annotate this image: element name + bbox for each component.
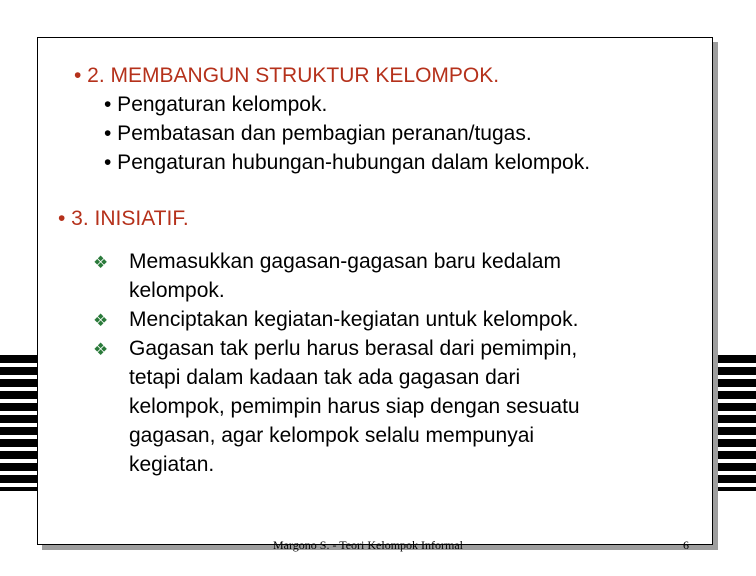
section-3-item-line: kegiatan. [129, 453, 215, 476]
diamond-bullet-icon: ❖ [93, 311, 109, 330]
section-3-item-line: kelompok. [129, 279, 225, 302]
section-2-item: • Pengaturan hubungan-hubungan dalam kelompok. [104, 151, 591, 174]
section-3-item-line: tetapi dalam kadaan tak ada gagasan dari [129, 366, 521, 389]
section-2-item: • Pengaturan kelompok. [104, 93, 328, 116]
section-3-item-line: Memasukkan gagasan-gagasan baru kedalam [129, 250, 561, 273]
diamond-bullet-icon: ❖ [93, 253, 109, 272]
left-stripe-decoration [0, 355, 40, 491]
section-3-item-line: gagasan, agar kelompok selalu mempunyai [129, 424, 535, 447]
slide [37, 37, 713, 552]
section-3-item-line: kelompok, pemimpin harus siap dengan sesuatu [129, 395, 580, 418]
diamond-bullet-icon: ❖ [93, 340, 109, 359]
section-2-heading: • 2. MEMBANGUN STRUKTUR KELOMPOK. [74, 64, 500, 87]
section-3-heading: • 3. INISIATIF. [58, 207, 189, 230]
page-number: 6 [683, 538, 689, 552]
right-stripe-decoration [716, 355, 756, 491]
section-3-item-line: Menciptakan kegiatan-kegiatan untuk kelompok. [129, 308, 579, 331]
section-3-item-line: Gagasan tak perlu harus berasal dari pemimpin, [129, 337, 578, 360]
section-2-item: • Pembatasan dan pembagian peranan/tugas. [104, 122, 532, 145]
footer-credit: Margono S. - Teori Kelompok Informal [273, 538, 464, 552]
